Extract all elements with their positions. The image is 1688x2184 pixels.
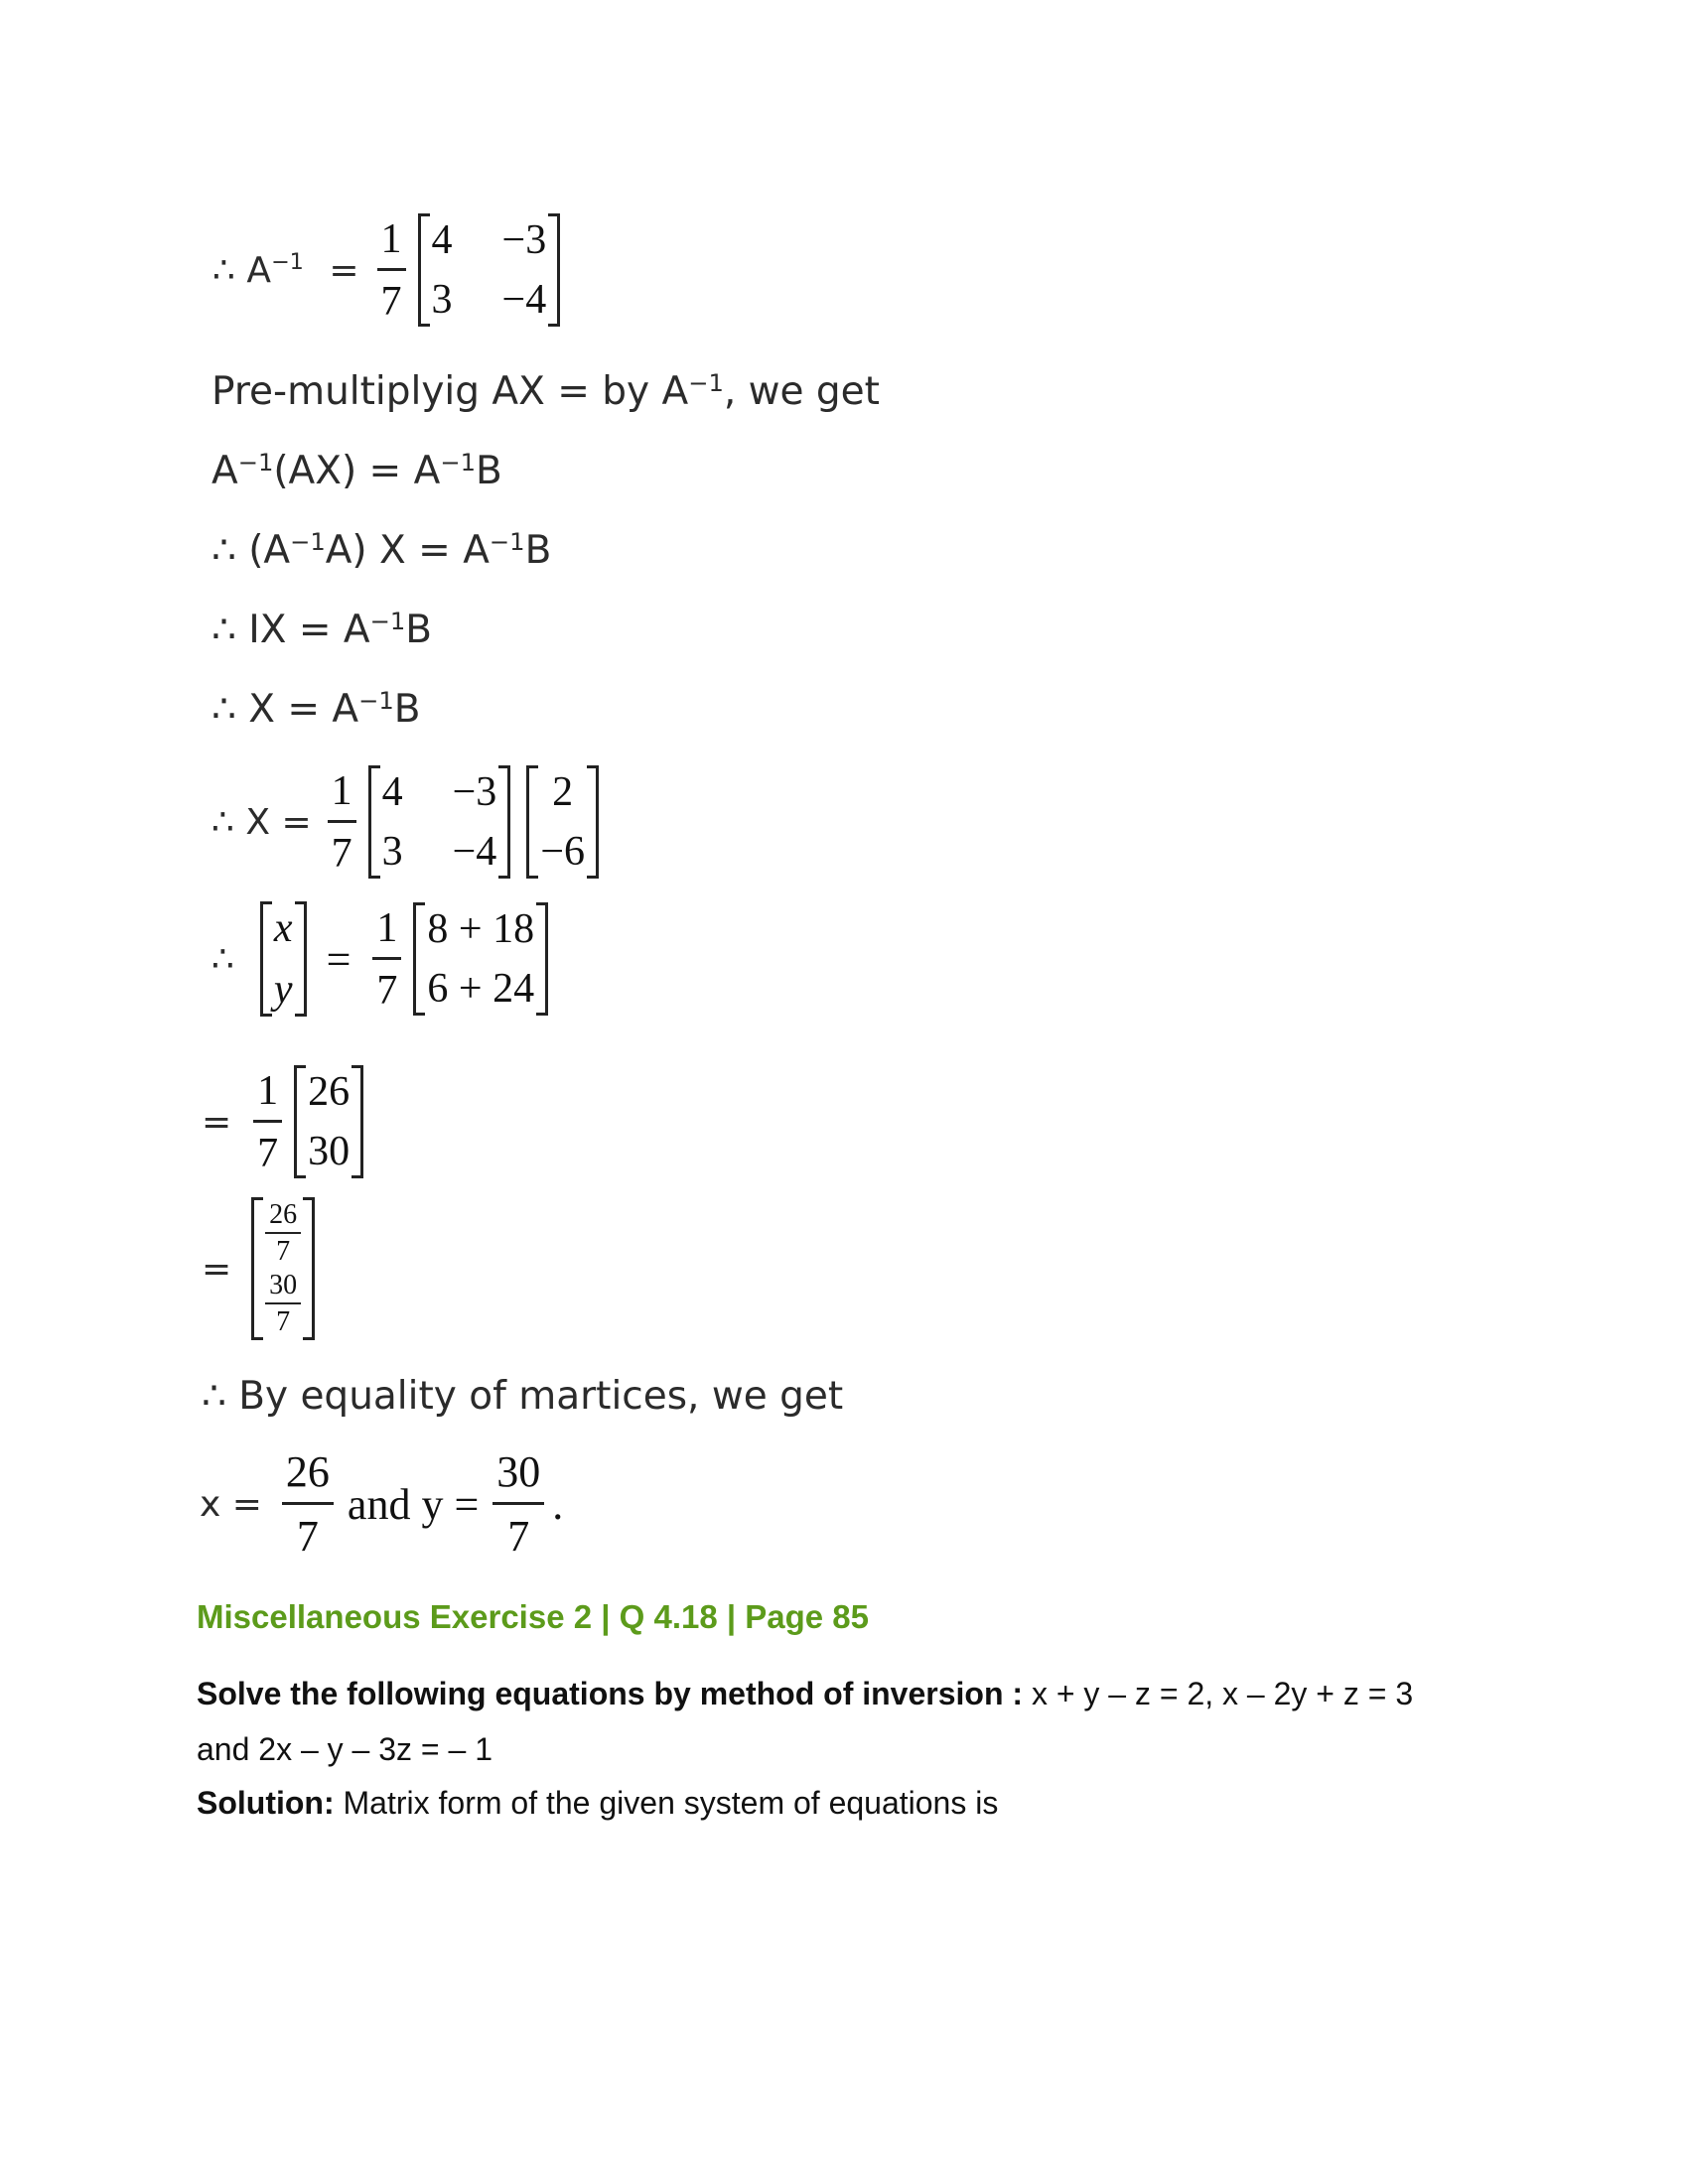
vector-cell: 2	[552, 769, 574, 815]
equals-sign: =	[326, 934, 352, 984]
equals-sign: =	[202, 1248, 232, 1290]
solution-text: Matrix form of the given system of equations is	[334, 1785, 999, 1821]
equation-xy	[211, 899, 552, 1019]
text-equality: ∴ By equality of martices, we get	[202, 1374, 844, 1419]
vector-b	[526, 765, 599, 879]
fraction-26-7: $\frac{26}{7}$	[265, 1201, 301, 1266]
fraction-numerator: 1	[380, 215, 402, 262]
matrix-cell: 4	[381, 769, 403, 815]
equation-x-product	[211, 762, 603, 882]
fraction-30-7: $\frac{30}{7}$	[265, 1272, 301, 1336]
inverse-label: ∴ A	[212, 249, 271, 291]
step-identity: ∴ IX = $A^{-1}B$	[211, 607, 432, 652]
fraction-x: $\frac{26}{7}$	[282, 1450, 334, 1559]
equation-26-30	[202, 1062, 367, 1181]
x-prefix: ∴ X =	[211, 801, 312, 843]
fraction-y: $\frac{30}{7}$	[492, 1450, 544, 1559]
vector-cell: 6 + 24	[427, 966, 535, 1012]
equals-sign: =	[202, 1101, 232, 1143]
exercise-heading: Miscellaneous Exercise 2 | Q 4.18 | Page 85	[197, 1598, 870, 1635]
matrix-adjoint	[368, 765, 511, 879]
vector-sum	[413, 902, 548, 1016]
equation-fraction-vector	[202, 1199, 319, 1338]
vector-cell: y	[273, 967, 293, 1013]
matrix-cell: −3	[452, 769, 497, 815]
question-equations: x + y – z = 2, x – 2y + z = 3	[1023, 1676, 1414, 1711]
fraction-one-seventh	[377, 215, 406, 325]
equation-final	[200, 1439, 563, 1569]
equation-inverse-a	[212, 210, 564, 330]
period: .	[552, 1479, 564, 1529]
vector-xy	[260, 901, 307, 1017]
matrix-adjoint	[418, 213, 561, 327]
equals-sign: =	[329, 249, 359, 291]
step-x-equals: ∴ $X = A^{-1}B$	[211, 686, 421, 732]
vector-result	[294, 1065, 363, 1178]
solution-line	[197, 1785, 998, 1822]
fraction-one-seventh: $\frac{1}{7}$	[253, 1070, 282, 1174]
matrix-cell: −3	[501, 217, 547, 263]
step-associative: ∴ $(A^{-1}A) X = A^{-1}B$	[211, 527, 552, 573]
matrix-cell: 3	[381, 829, 403, 875]
matrix-cell: −4	[501, 277, 547, 323]
matrix-cell: −4	[452, 829, 497, 875]
fraction-one-seventh: $\frac{1}{7}$	[328, 770, 356, 875]
text-premultiply: Pre-multiplyig AX = by $A^{-1}$, we get	[211, 368, 880, 414]
matrix-cell: 3	[431, 277, 453, 323]
vector-cell: 8 + 18	[427, 906, 535, 952]
question-line-1	[197, 1676, 1413, 1712]
x-label: x =	[200, 1483, 262, 1525]
matrix-cell: 4	[431, 217, 453, 263]
fraction-one-seventh: $\frac{1}{7}$	[372, 907, 401, 1012]
inverse-sup: −1	[270, 249, 304, 276]
question-line-2: and 2x – y – 3z = – 1	[197, 1731, 492, 1767]
vector-cell: −6	[540, 829, 585, 875]
vector-cell: 26	[308, 1069, 351, 1115]
therefore-sign: ∴	[211, 938, 234, 980]
step-a-inverse-ax: $A^{-1}(AX) = A^{-1}B$	[211, 448, 502, 493]
vector-cell: 30	[308, 1129, 351, 1174]
vector-cell: x	[273, 905, 293, 951]
solution-label: Solution:	[197, 1785, 335, 1821]
question-prompt: Solve the following equations by method of inversion :	[197, 1676, 1024, 1711]
and-y-label: and y =	[347, 1479, 480, 1529]
vector-fractions	[251, 1197, 315, 1340]
fraction-denominator: 7	[380, 278, 402, 325]
